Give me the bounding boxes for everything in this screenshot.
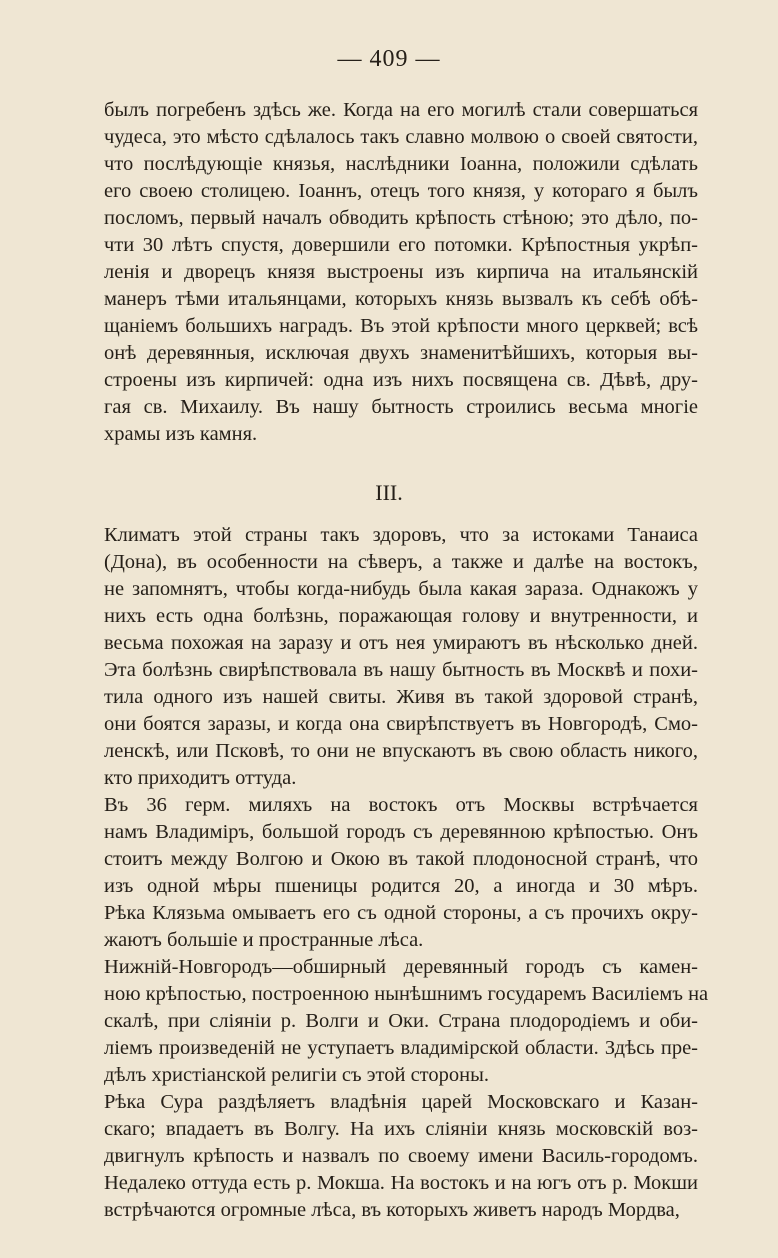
text-line: ленскѣ, или Псковѣ, то они не впускаютъ въ свою область никого, <box>104 740 698 762</box>
text-line: Климатъ этой страны такъ здоровъ, что за истоками Танаиса <box>104 524 698 546</box>
top-paragraph <box>104 97 698 448</box>
text-line: онѣ деревянныя, исключая двухъ знаменитѣйшихъ, которыя вы- <box>104 342 698 364</box>
text-line: намъ Владиміръ, большой городъ съ деревянною крѣпостью. Онъ <box>104 821 698 843</box>
text-line: жаютъ большіе и пространные лѣса. <box>104 929 424 951</box>
text-line: нихъ есть одна болѣзнь, поражающая голову и внутренности, и <box>104 605 698 627</box>
text-line: встрѣчаются огромные лѣса, въ которыхъ живетъ народъ Мордва, <box>104 1199 680 1221</box>
text-line: храмы изъ камня. <box>104 423 258 445</box>
text-line: Недалеко оттуда есть р. Мокша. На востокъ и на югъ отъ р. Мокши <box>104 1172 698 1194</box>
text-line: Рѣка Клязьма омываетъ его съ одной стороны, а съ прочихъ окру- <box>104 902 698 924</box>
text-line: Въ 36 герм. миляхъ на востокъ отъ Москвы встрѣчается <box>104 794 698 816</box>
text-line: его своею столицею. Іоаннъ, отецъ того князя, у котораго я былъ <box>104 180 698 202</box>
text-line: Эта болѣзнь свирѣпствовала въ нашу бытность въ Москвѣ и похи- <box>104 659 698 681</box>
text-line: ною крѣпостью, построенною нынѣшнимъ государемъ Василіемъ на <box>104 983 709 1005</box>
section-heading: III. <box>375 480 403 505</box>
text-line: ліемъ произведеній не уступаетъ владимірской области. Здѣсь пре- <box>104 1037 698 1059</box>
text-line: гая св. Михаилу. Въ нашу бытность строились весьма многіе <box>104 396 698 418</box>
text-line: манеръ тѣми итальянцами, которыхъ князь вызвалъ къ себѣ обѣ- <box>104 288 698 310</box>
text-line: скалѣ, при сліяніи р. Волги и Оки. Страна плодородіемъ и оби- <box>104 1010 698 1032</box>
text-line: чудеса, это мѣсто сдѣлалось такъ славно молвою о своей святости, <box>104 126 698 148</box>
text-line: изъ одной мѣры пшеницы родится 20, а иногда и 30 мѣръ. <box>104 875 698 897</box>
text-line: тила одного изъ нашей свиты. Живя въ такой здоровой странѣ, <box>104 686 698 708</box>
text-line: Рѣка Сура раздѣляетъ владѣнія царей Московскаго и Казан- <box>104 1091 698 1113</box>
text-line: посломъ, первый началъ обводить крѣпость стѣною; это дѣло, по- <box>104 207 698 229</box>
text-line: весьма похожая на заразу и отъ нея умираютъ въ нѣсколько дней. <box>104 632 698 654</box>
text-line: скаго; впадаетъ въ Волгу. На ихъ сліяніи князь московскій воз- <box>104 1118 698 1140</box>
text-line: кто приходитъ оттуда. <box>104 767 297 789</box>
text-line: дѣлъ христіанской религіи съ этой стороны. <box>104 1064 489 1086</box>
text-line: двигнулъ крѣпость и назвалъ по своему имени Василь-городомъ. <box>104 1145 698 1167</box>
text-line: (Дона), въ особенности на сѣверъ, а также и далѣе на востокъ, <box>104 551 698 573</box>
text-line: строены изъ кирпичей: одна изъ нихъ посвящена св. Дѣвѣ, дру- <box>104 369 698 391</box>
section-body <box>104 522 709 1224</box>
text-line: чти 30 лѣтъ спустя, довершили его потомки. Крѣпостныя укрѣп- <box>104 234 698 256</box>
text-line: не запомнятъ, чтобы когда-нибудь была какая зараза. Однакожъ у <box>104 578 698 600</box>
text-line: стоитъ между Волгою и Окою въ такой плодоносной странѣ, что <box>104 848 698 870</box>
page-number: — 409 — <box>337 46 441 72</box>
text-line: что послѣдующіе князья, наслѣдники Іоанна, положили сдѣлать <box>104 153 698 175</box>
text-line: ленія и дворецъ князя выстроены изъ кирпича на итальянскій <box>104 261 698 283</box>
text-line: они боятся заразы, и когда она свирѣпствуетъ въ Новгородѣ, Смо- <box>104 713 698 735</box>
text-line: щаніемъ большихъ наградъ. Въ этой крѣпости много церквей; всѣ <box>104 315 698 337</box>
text-line: Нижній-Новгородъ—обширный деревянный городъ съ камен- <box>104 956 698 978</box>
text-line: былъ погребенъ здѣсь же. Когда на его могилѣ стали совершаться <box>104 99 698 121</box>
